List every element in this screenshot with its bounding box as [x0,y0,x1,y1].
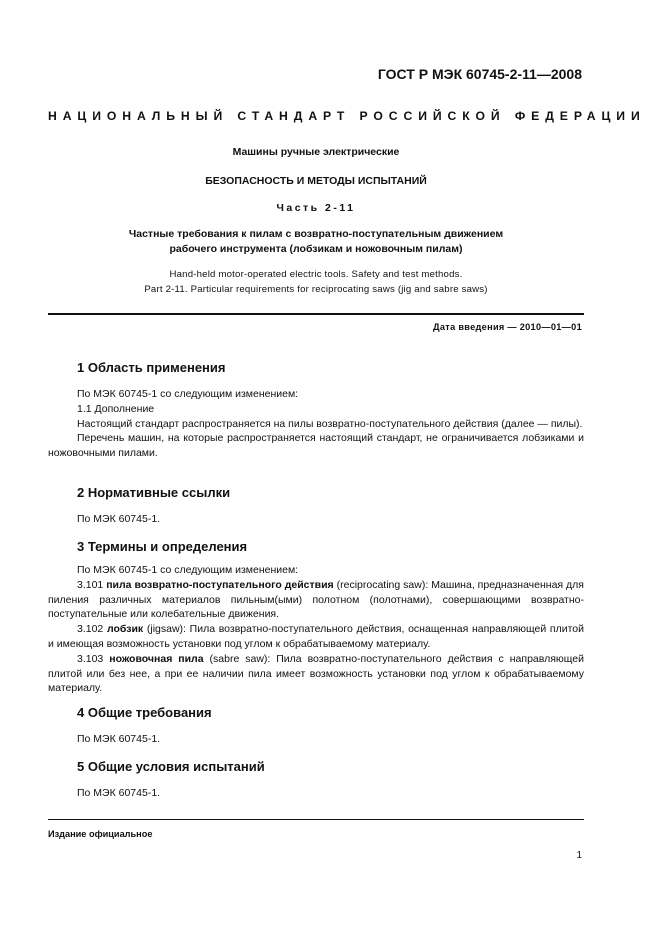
section-3-body [48,563,584,696]
section-5-heading: 5 Общие условия испытаний [77,759,265,774]
section-3-heading: 3 Термины и определения [77,539,248,554]
footer-divider [48,819,584,820]
definition-text: (jigsaw): Пила возвратно-поступательного действия, оснащенная направляющей плитой и имеющая возможность установки под углом к обрабатываемому материалу. [48,623,584,650]
paragraph: Настоящий стандарт распространяется на пилы возвратно-поступательного действия (далее — пилы). [77,417,583,430]
definition-text: (sabre saw): Пила возвратно-поступательного действия с направляющей плитой или без нее, а при ее наличии пила имеет возможность установки под углом к обрабатываемому материалу. [48,652,585,695]
standard-code: ГОСТ Р МЭК 60745-2-11—2008 [377,66,582,82]
paragraph: По МЭК 60745-1 со следующим изменением: [77,388,299,400]
english-title-line-1: Hand-held motor-operated electric tools. Safety and test methods. [169,269,463,280]
section-4-body [48,732,584,747]
part-title-line-2: рабочего инструмента (лобзикам и ножовочным пилам) [169,243,463,255]
paragraph: По МЭК 60745-1 со следующим изменением: [77,564,299,576]
official-edition-label: Издание официальное [48,829,153,839]
section-2-body [48,512,584,527]
page-number: 1 [576,850,582,861]
section-5-body [48,786,584,801]
subject-title: Машины ручные электрические [232,146,400,158]
definition-3-102 [48,622,584,652]
definition-3-101 [48,578,584,622]
paragraph: По МЭК 60745-1. [77,733,161,745]
definition-term: лобзик [106,623,144,636]
section-4-heading: 4 Общие требования [77,705,212,720]
part-label: Часть 2-11 [276,202,356,214]
definition-term: ножовочная пила [109,652,204,665]
national-standard-heading: НАЦИОНАЛЬНЫЙ СТАНДАРТ РОССИЙСКОЙ ФЕДЕРАЦИИ [48,109,646,123]
definition-number: 3.103 [77,652,104,665]
paragraph: Перечень машин, на которые распространяется настоящий стандарт, не ограничивается лобзиками и ножовочными пилами. [48,432,584,460]
main-title: БЕЗОПАСНОСТЬ И МЕТОДЫ ИСПЫТАНИЙ [205,175,427,187]
english-title-line-2: Part 2-11. Particular requirements for reciprocating saws (jig and sabre saws) [144,284,488,295]
effective-date: Дата введения — 2010—01—01 [433,322,582,332]
section-2-heading: 2 Нормативные ссылки [77,485,231,500]
definition-number: 3.102 [77,623,104,636]
section-1-heading: 1 Область применения [77,360,226,375]
definition-3-103 [48,652,584,696]
definition-term: пила возвратно-поступательного действия [106,578,334,591]
paragraph: 1.1 Дополнение [77,402,155,415]
definition-number: 3.101 [77,578,104,591]
paragraph: По МЭК 60745-1. [77,787,161,799]
part-title-line-1: Частные требования к пилам с возвратно-поступательным движением [128,228,504,240]
paragraph: По МЭК 60745-1. [77,513,161,525]
title-divider [48,313,584,315]
section-1-body [48,387,584,461]
definition-text: (reciprocating saw): Машина, предназначенная для пиления различных материалов пильным(ыми) полотном (полотнами), совершающими возвратно-поступательные или колебательные движения. [48,578,584,621]
